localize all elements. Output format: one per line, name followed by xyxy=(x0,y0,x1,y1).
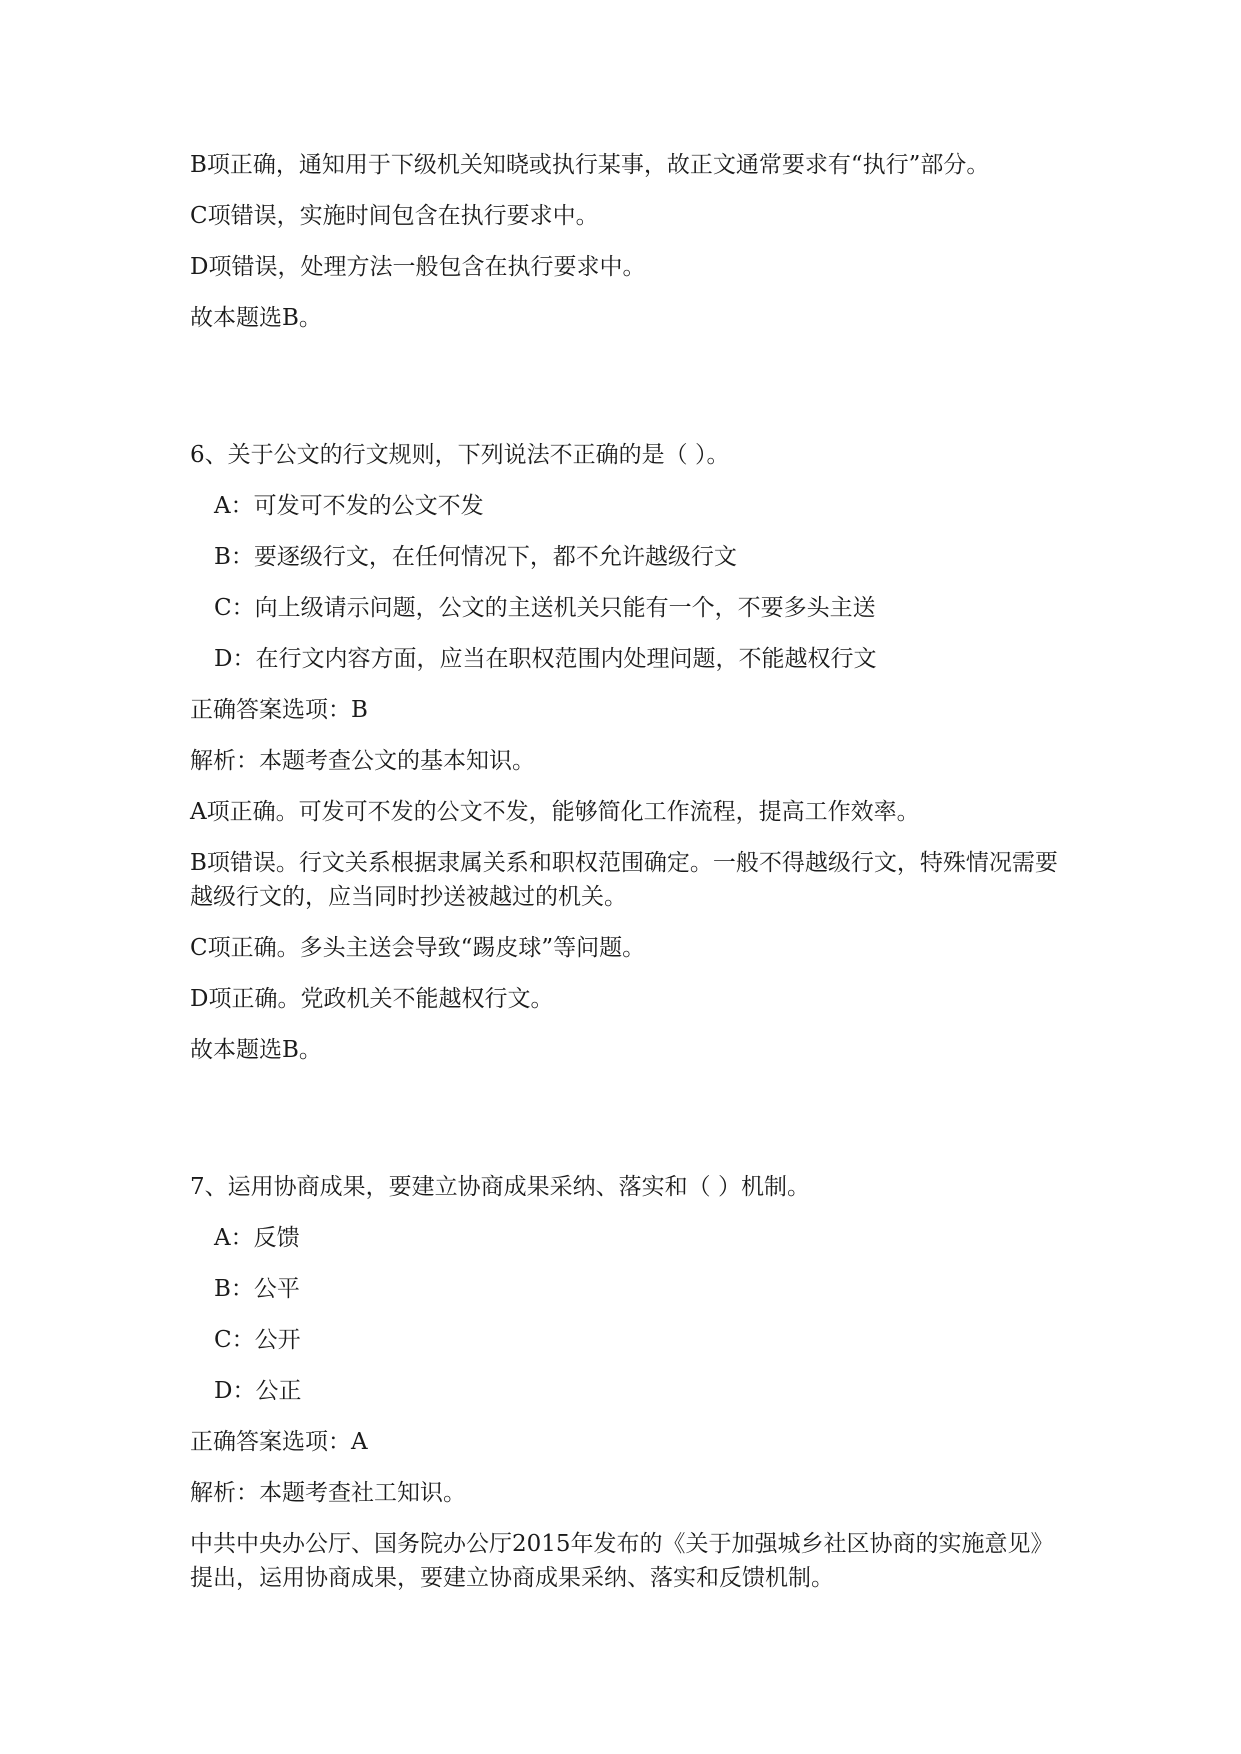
question-7-analysis-intro: 解析：本题考查社工知识。 xyxy=(190,1480,466,1506)
previous-answer-section xyxy=(190,148,1070,335)
question-7-option-b: B：公平 xyxy=(214,1276,300,1302)
question-6-analysis-intro: 解析：本题考查公文的基本知识。 xyxy=(190,748,535,774)
explanation-line: C项错误，实施时间包含在执行要求中。 xyxy=(190,203,599,229)
explanation-line: B项正确，通知用于下级机关知晓或执行某事，故正文通常要求有“执行”部分。 xyxy=(190,152,990,178)
question-6-option-b: B：要逐级行文，在任何情况下，都不允许越级行文 xyxy=(214,544,737,570)
question-6-analysis-b: B项错误。行文关系根据隶属关系和职权范围确定。一般不得越级行文，特殊情况需要越级行文的，应当同时抄送被越过的机关。 xyxy=(190,850,1058,910)
section-spacer xyxy=(190,1084,1070,1170)
question-7-option-c: C：公开 xyxy=(214,1327,301,1353)
question-6 xyxy=(190,438,1070,1067)
question-6-analysis-a: A项正确。可发可不发的公文不发，能够简化工作流程，提高工作效率。 xyxy=(190,799,920,825)
explanation-line: D项错误，处理方法一般包含在执行要求中。 xyxy=(190,254,646,280)
question-6-option-c: C：向上级请示问题，公文的主送机关只能有一个，不要多头主送 xyxy=(214,595,876,621)
question-6-option-d: D：在行文内容方面，应当在职权范围内处理问题，不能越权行文 xyxy=(214,646,877,672)
conclusion-line: 故本题选B。 xyxy=(190,305,322,331)
document-page xyxy=(190,148,1070,1612)
question-6-conclusion: 故本题选B。 xyxy=(190,1037,322,1063)
question-7-stem: 7、运用协商成果，要建立协商成果采纳、落实和（ ）机制。 xyxy=(190,1174,810,1200)
question-7 xyxy=(190,1170,1070,1595)
question-6-option-a: A：可发可不发的公文不发 xyxy=(214,493,484,519)
question-7-answer: 正确答案选项：A xyxy=(190,1429,368,1455)
question-6-stem: 6、关于公文的行文规则，下列说法不正确的是（ ）。 xyxy=(190,442,730,468)
question-6-analysis-d: D项正确。党政机关不能越权行文。 xyxy=(190,986,554,1012)
section-spacer xyxy=(190,352,1070,438)
question-7-option-a: A：反馈 xyxy=(214,1225,300,1251)
question-7-analysis-body: 中共中央办公厅、国务院办公厅2015年发布的《关于加强城乡社区协商的实施意见》提出，运用协商成果，要建立协商成果采纳、落实和反馈机制。 xyxy=(190,1531,1054,1591)
question-7-option-d: D：公正 xyxy=(214,1378,302,1404)
question-6-answer: 正确答案选项：B xyxy=(190,697,368,723)
question-6-analysis-c: C项正确。多头主送会导致“踢皮球”等问题。 xyxy=(190,935,646,961)
